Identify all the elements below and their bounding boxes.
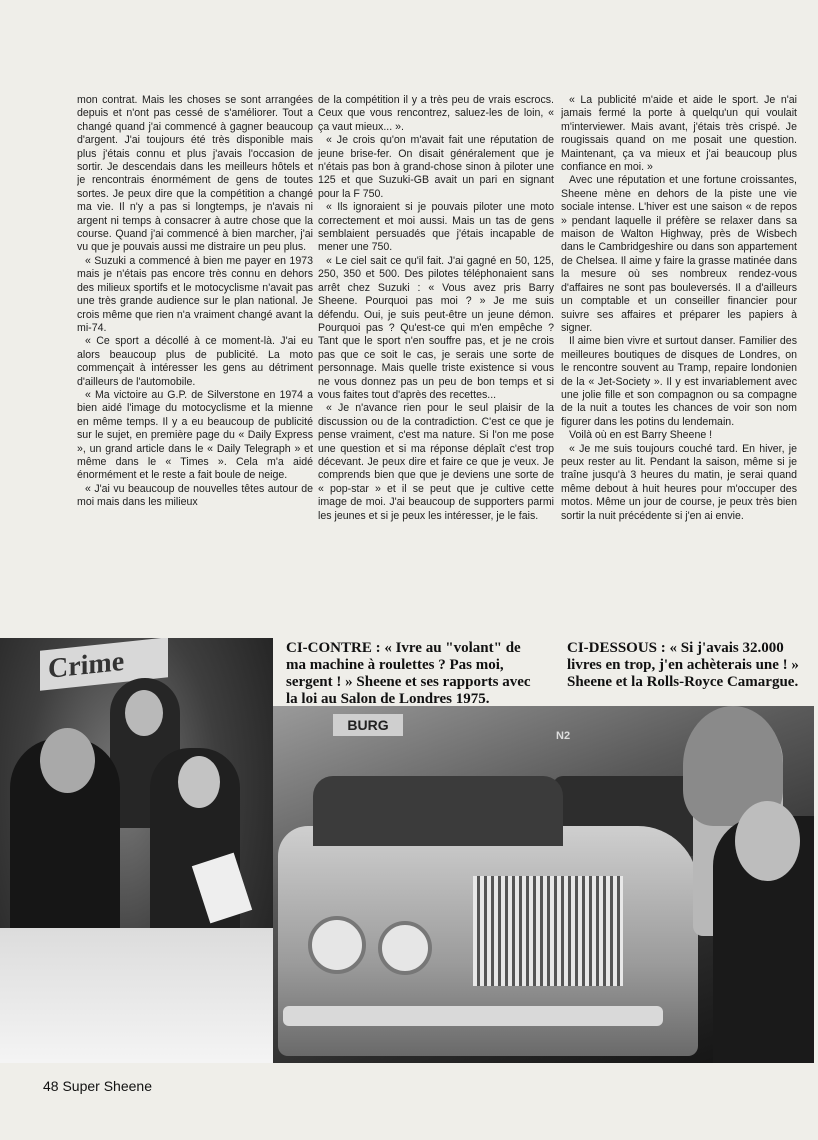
car-grille xyxy=(473,876,623,986)
headlight-left xyxy=(308,916,366,974)
paragraph: « Le ciel sait ce qu'il fait. J'ai gagné en 50, 125, 250, 350 et 500. Des pilotes téléphonaient sans arrêt chez Suzuki : « Vous avez pris Barry Sheene. Pourquoi pas moi ? » Je me suis défendu. Oui, je suis peut-être un jeune démon. Pourquoi pas ? Qu'est-ce qui m'en empêche ? Tant que le sport n'en souffre pas, et je ne crois pas que ce soit le cas, je serais une sorte de personnage. Mais quelle triste existence si vous ne vous donnez pas un peu de bon temps et si vous faites tout d'après des recettes... xyxy=(318,254,554,401)
paragraph: « Je me suis toujours couché tard. En hiver, je peux rester au lit. Pendant la saison, même si je traîne jusqu'à 3 heures du matin, je serai quand même debout à huit heures pour m'occuper des motos. Même un jour de course, je peux très bien sortir la nuit précédente si j'en ai envie. xyxy=(561,442,797,522)
sheene-face xyxy=(40,728,95,793)
article-column-1 xyxy=(77,94,313,634)
paragraph: mon contrat. Mais les choses se sont arrangées depuis et n'ont pas cessé de s'améliorer. Tout a changé quand j'ai commencé à gagner beaucoup d'argent. J'ai toujours été très disponible mais plus j'étais connu et plus j'avais l'occasion de sortir. Je descendais dans les meilleurs hôtels et je rencontrais énormément de gens de toutes sortes. Je peux dire que la compétition a changé ma vie. Il n'y a pas si longtemps, je n'avais ni argent ni temps à consacrer à autre chose que la course. Quand j'ai commencé à bien marcher, j'ai vu que je pouvais aussi me distraire un peu plus. xyxy=(77,94,313,254)
article-column-2 xyxy=(318,94,554,634)
paragraph: « Ce sport a décollé à ce moment-là. J'ai eu alors beaucoup plus de publicité. La moto commençait à intéresser les gens au détriment d'ailleurs de l'automobile. xyxy=(77,335,313,388)
paragraph: de la compétition il y a très peu de vrais escrocs. Ceux que vous rencontrez, saluez-les de loin, « ça vaut mieux... ». xyxy=(318,94,554,133)
car-windshield xyxy=(313,776,563,846)
banner-sign: Crime xyxy=(40,638,168,691)
paragraph: « Je n'avance rien pour le seul plaisir de la discussion ou de la contradiction. C'est ce que je pense vraiment, c'est ma nature. Si l'on me pose une question et si ma réponse déplaît c'est trop décevant. Je peux dire et faire ce que je veux. Je comprends bien que que je deviens une sorte de « pop-star » et il se peut que je cultive cette image de moi. J'ai beaucoup de supporters parmi les jeunes et si je peux les intéresser, je le fais. xyxy=(318,402,554,522)
photo-police-scene xyxy=(0,638,273,1063)
paragraph: « Je crois qu'on m'avait fait une réputation de jeune brise-fer. On disait généralement que je n'étais pas bon à grand-chose sinon à piloter une 125 et que Suzuki-GB avait un pari en signant pour la F 750. xyxy=(318,134,554,200)
page-footer: 48 Super Sheene xyxy=(43,1078,152,1094)
caption-right: CI-DESSOUS : « Si j'avais 32.000 livres en trop, j'en achèterais une ! » Sheene et la Rolls-Royce Camargue. xyxy=(567,640,799,690)
headlight-right xyxy=(378,921,432,975)
stand-sign: BURG xyxy=(333,714,403,736)
article-column-3 xyxy=(561,94,797,634)
photo-rolls-royce xyxy=(273,706,814,1063)
police-officer-face xyxy=(178,756,220,808)
paragraph: Il aime bien vivre et surtout danser. Familier des meilleures boutiques de disques de Londres, on le rencontre souvent au Tramp, repaire londonien de la « Jet-Society ». Il y est invariablement avec une jolie fille et son compagnon ou sa compagne de la nuit a toutes les chances de voir son nom figurer dans les potins du lendemain. xyxy=(561,335,797,428)
paragraph: « La publicité m'aide et aide le sport. Je n'ai jamais fermé la porte à quelqu'un qui voulait m'interviewer. Mais avant, j'étais très crispé. Je rougissais quand on me posait une question. Maintenant, ça va mieux et j'ai beaucoup plus confiance en moi. » xyxy=(561,94,797,174)
white-car-surface xyxy=(0,928,273,1063)
stand-number: N2 xyxy=(556,730,571,742)
paragraph: « J'ai vu beaucoup de nouvelles têtes autour de moi mais dans les milieux xyxy=(77,482,313,509)
paragraph: « Suzuki a commencé à bien me payer en 1973 mais je n'étais pas encore très connu en dehors des milieux sportifs et le motocyclisme n'avait pas une très grande audience sur le plan national. Je crois même que rien n'a vraiment changé avant la mi-74. xyxy=(77,254,313,334)
car-bumper xyxy=(283,1006,663,1026)
paragraph: « Ils ignoraient si je pouvais piloter une moto correctement et moi aussi. Mais un tas de gens semblaient persuadés que j'étais incapable de mener une 750. xyxy=(318,201,554,254)
paragraph: Voilà où en est Barry Sheene ! xyxy=(569,429,713,442)
caption-left: CI-CONTRE : « Ivre au "volant" de ma machine à roulettes ? Pas moi, sergent ! » Sheene et ses rapports avec la loi au Salon de Londres 1975. xyxy=(286,640,531,707)
paragraph: « Ma victoire au G.P. de Silverstone en 1974 a bien aidé l'image du motocyclisme et la mienne en même temps. Il y a eu beaucoup de publicité sur le sujet, en première page du « Daily Express », un grand article dans le « Daily Telegraph » et même dans le « Times ». Cela m'a aidé énormément et le reste a fait boule de neige. xyxy=(77,388,313,482)
sheene-face-right xyxy=(735,801,800,881)
paragraph: Avec une réputation et une fortune croissantes, Sheene mène en dehors de la piste une vie sociale intense. L'hiver est une saison « de repos » pendant laquelle il préfère se relaxer dans sa maison de Walton Highway, près de Wisbech dans le Cambridgeshire ou dans son appartement de Chelsea. Il aime y faire la grasse matinée dans la mesure où ses nombreux rendez-vous d'affaires ne sont pas bouleversés. Il a d'ailleurs un comptable et un conseiller financier pour suivre ses affaires et préparer les papiers à signer. xyxy=(561,174,797,334)
policewoman-face xyxy=(125,690,163,736)
